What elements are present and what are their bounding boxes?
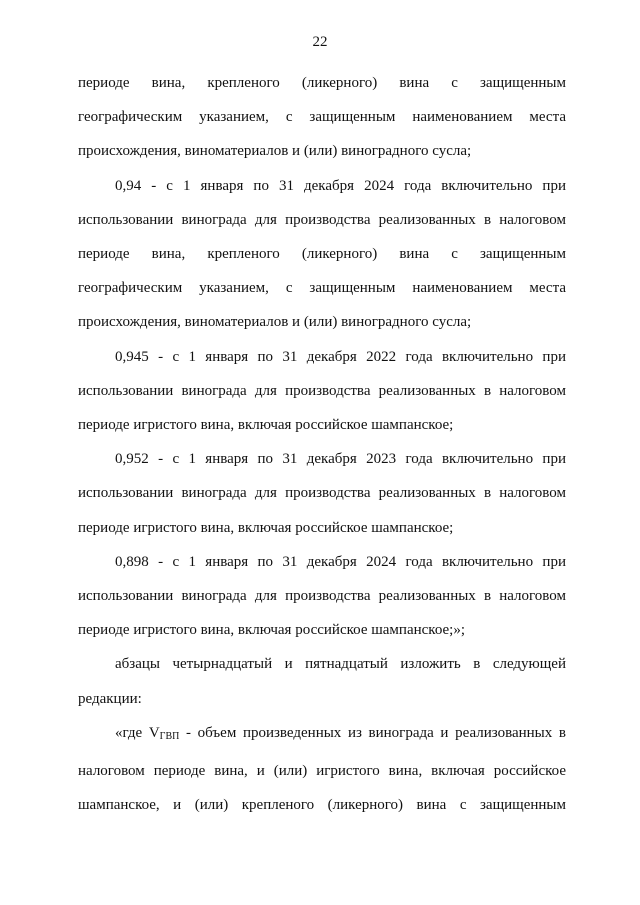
text-line: использовании винограда для производства реализованных в налоговом <box>78 382 566 399</box>
text-line: периоде вина, крепленого (ликерного) вина с защищенным <box>78 75 566 91</box>
text-line: 0,898 - с 1 января по 31 декабря 2024 года включительно при <box>115 553 566 570</box>
text-line: 0,952 - с 1 января по 31 декабря 2023 года включительно при <box>115 451 566 468</box>
text-lines <box>78 66 566 716</box>
final-paragraph-prefix: «где V <box>115 724 160 741</box>
text-line: использовании винограда для производства реализованных в налоговом <box>78 211 566 228</box>
text-line: происхождения, виноматериалов и (или) виноградного сусла; <box>78 143 472 160</box>
text-line: периоде игристого вина, включая российское шампанское; <box>78 519 454 536</box>
text-line: периоде вина, крепленого (ликерного) вина с защищенным <box>78 246 566 263</box>
text-line: 0,945 - с 1 января по 31 декабря 2022 года включительно при <box>115 348 566 365</box>
final-paragraph-line-2: налоговом периоде вина, и (или) игристого вина, включая российское <box>78 763 566 780</box>
text-line: 0,94 - с 1 января по 31 декабря 2024 года включительно при <box>115 177 566 194</box>
text-line: происхождения, виноматериалов и (или) виноградного сусла; <box>78 314 472 331</box>
final-paragraph <box>78 716 566 823</box>
text-line: периоде игристого вина, включая российское шампанское;»; <box>78 622 465 639</box>
text-line: периоде игристого вина, включая российское шампанское; <box>78 417 454 434</box>
final-paragraph-line-3: шампанское, и (или) крепленого (ликерного) вина с защищенным <box>78 797 566 814</box>
text-line: редакции: <box>78 690 142 707</box>
text-line: использовании винограда для производства реализованных в налоговом <box>78 588 566 605</box>
final-paragraph-line-1 <box>78 716 566 754</box>
text-line: географическим указанием, с защищенным наименованием места <box>78 280 566 297</box>
text-line: географическим указанием, с защищенным наименованием места <box>78 109 566 126</box>
page-number: 22 <box>312 34 328 50</box>
text-line: использовании винограда для производства реализованных в налоговом <box>78 485 566 502</box>
final-paragraph-suffix: - объем произведенных из винограда и реализованных в <box>179 724 566 741</box>
text-line: абзацы четырнадцатый и пятнадцатый изложить в следующей <box>115 656 566 673</box>
document-body <box>78 66 566 822</box>
subscript-gvp: ГВП <box>159 730 180 742</box>
